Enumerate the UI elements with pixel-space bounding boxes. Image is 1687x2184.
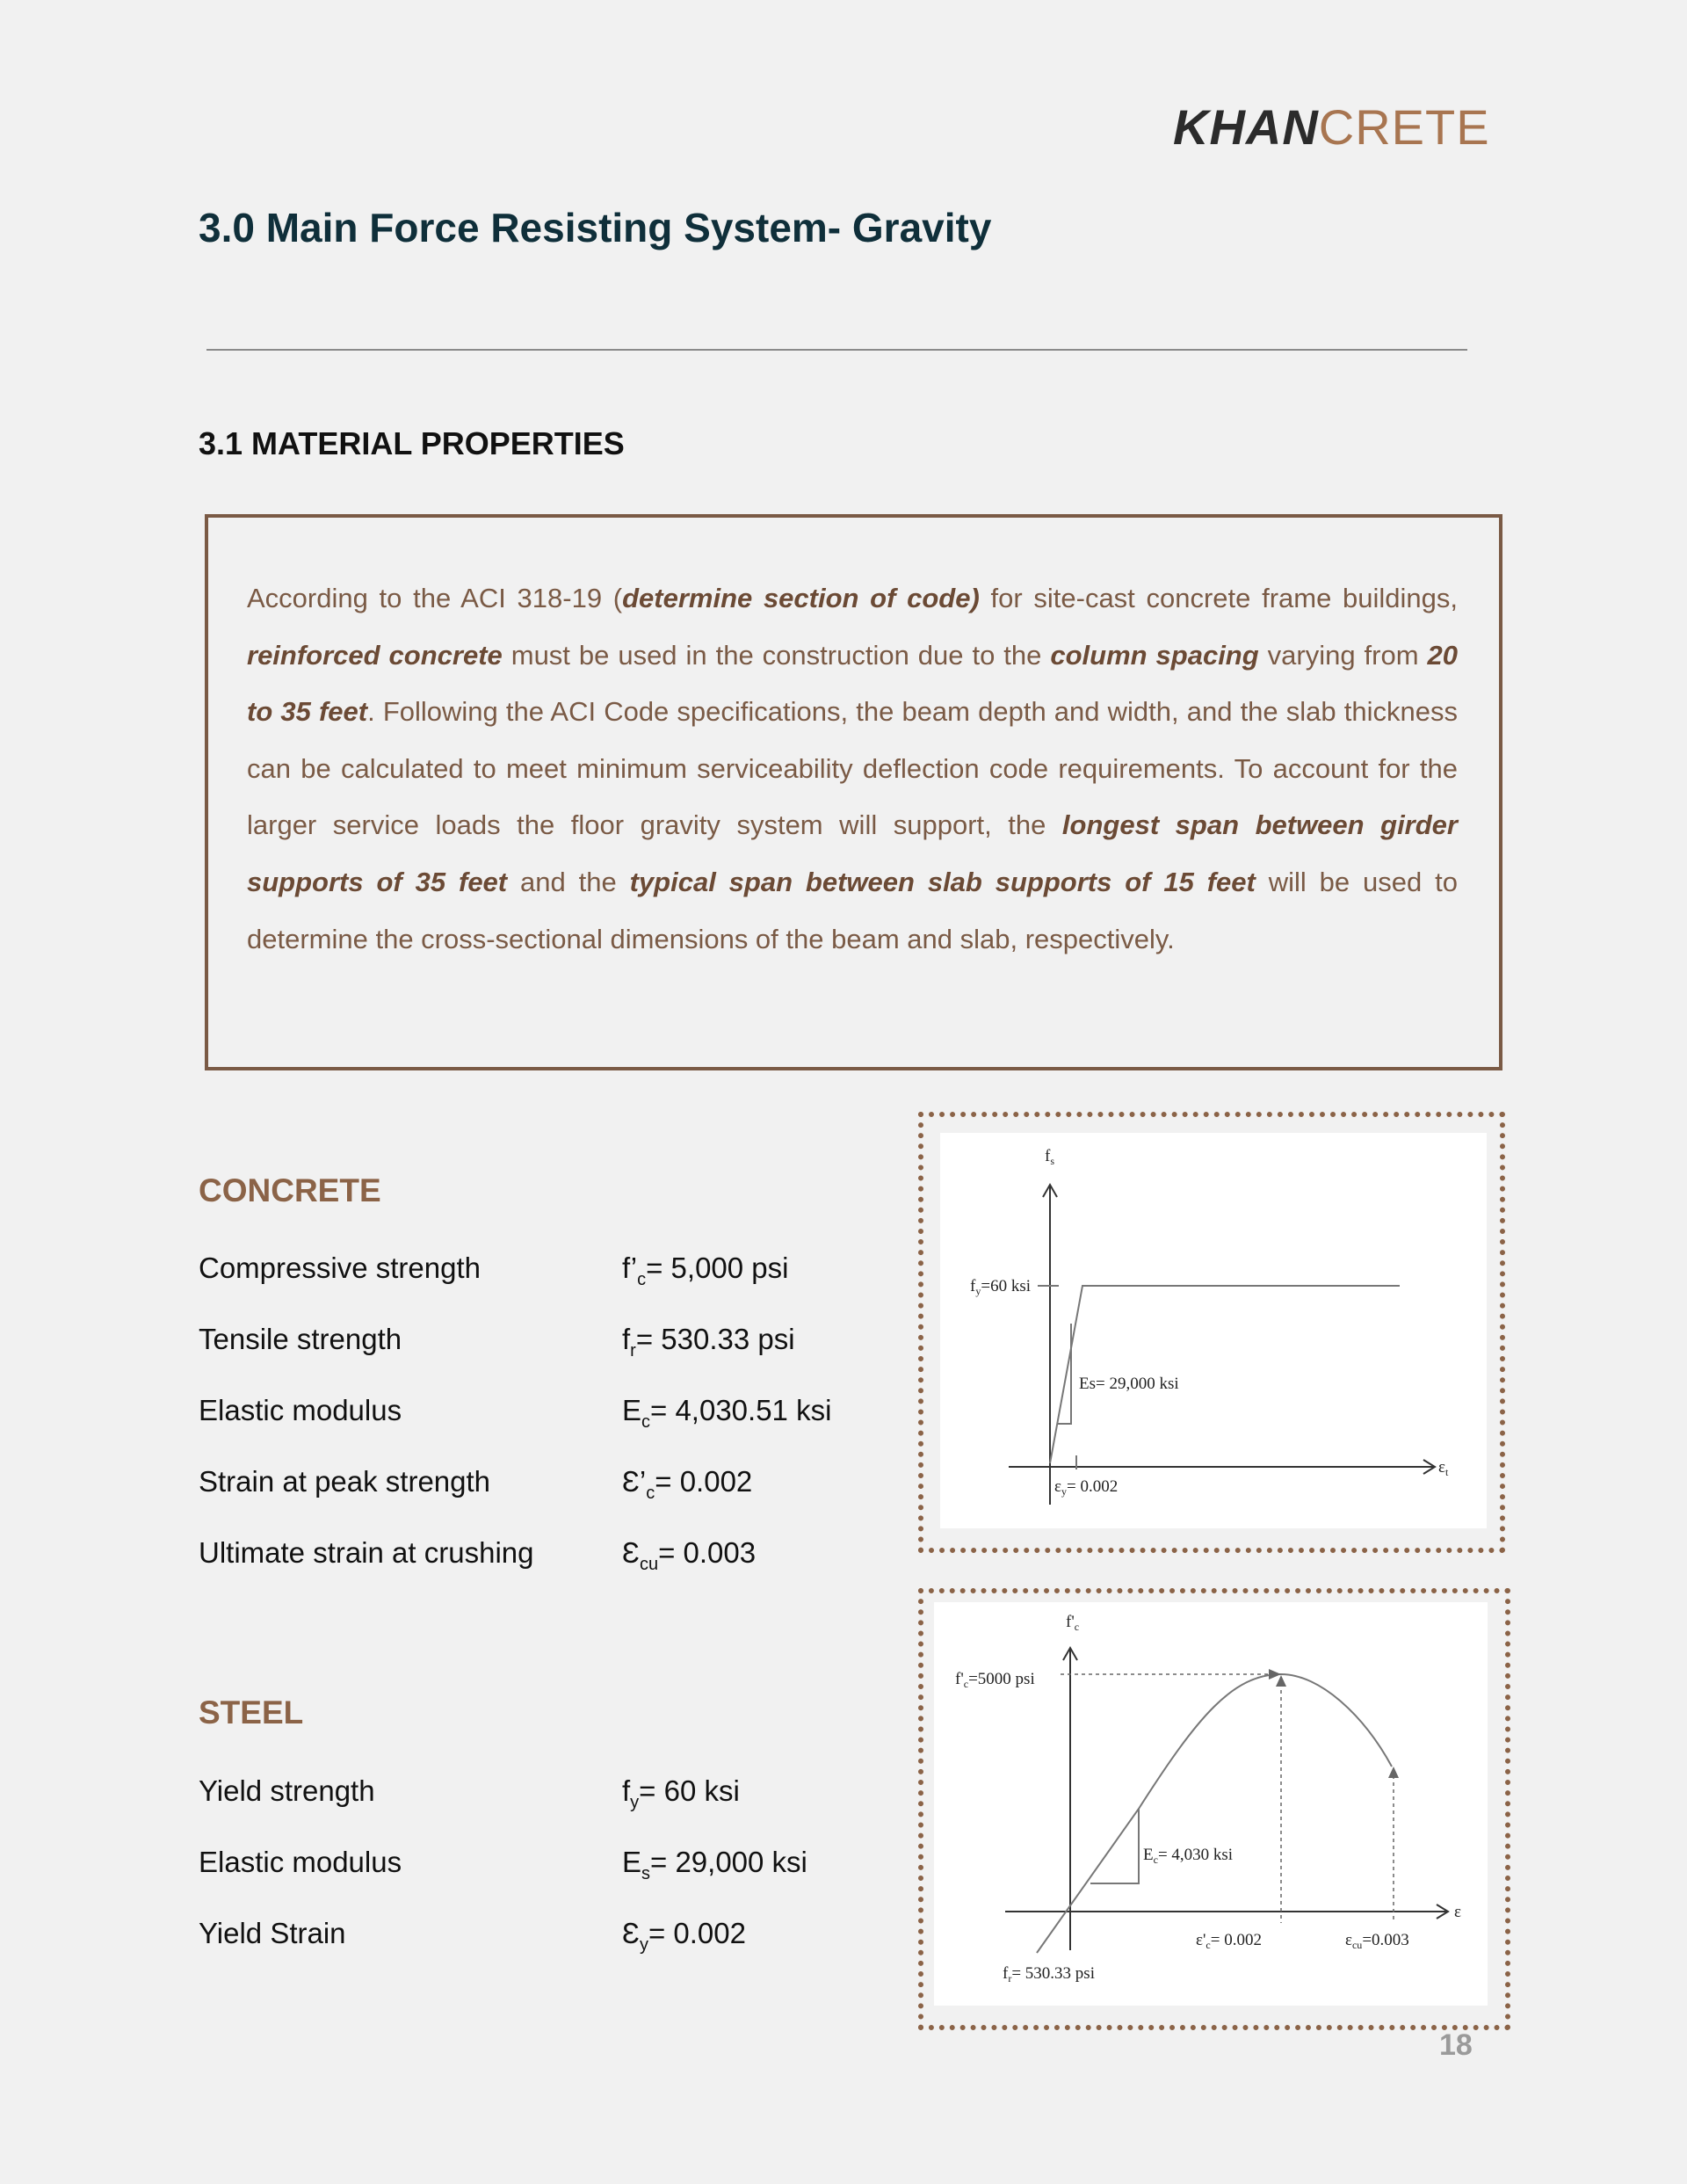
page-number: 18 [1439,2028,1473,2062]
property-row [199,1774,901,1818]
property-label: Yield Strain [199,1917,346,1949]
property-value: $E_c= 4,030.51$ ksi [622,1394,832,1432]
property-label: Ultimate strain at crushing [199,1536,534,1569]
property-value: $f’_c= 5,000$ psi [622,1252,789,1289]
text: must be used in the construction due to the [502,639,1051,671]
arrowhead-icon [1269,1669,1281,1680]
property-row [199,1536,901,1580]
emphasis: 20 to 35 feet [247,639,1458,728]
emphasis: column spacing [1050,639,1259,671]
y-axis-label: $f_s$ [1045,1147,1054,1167]
property-value: $Ɛ_y= 0.002$ [622,1917,746,1955]
property-row [199,1252,901,1295]
property-label: Compressive strength [199,1252,481,1284]
property-value: $f_r= 530.33$ psi [622,1323,795,1360]
text: for site-cast concrete frame buildings, [979,583,1458,613]
y-axis-label: $f'_c$ [1066,1613,1080,1633]
emphasis: determine section of code) [622,583,980,613]
divider [206,349,1467,351]
steel-heading: STEEL [199,1694,304,1731]
section-heading: 3.1 MATERIAL PROPERTIES [199,425,625,461]
logo-light: CRETE [1318,99,1490,155]
text: According to the ACI 318-19 ( [247,583,623,613]
emphasis: typical span between slab supports of 15 feet [629,866,1256,897]
property-row [199,1323,901,1367]
arrowhead-icon [1276,1675,1286,1687]
text: varying from [1258,639,1428,671]
steel-diagram [940,1133,1487,1528]
es-label: Es= 29,000 ksi [1079,1375,1179,1393]
ec-label: $E_c= 4,030$ ksi [1143,1846,1234,1866]
property-row [199,1465,901,1509]
property-label: Elastic modulus [199,1846,402,1878]
property-value: $Ɛ’_c= 0.002$ [622,1465,753,1503]
fy-label: $f_y=60$ ksi [970,1277,1031,1297]
property-label: Strain at peak strength [199,1465,491,1498]
page-title: 3.0 Main Force Resisting System- Gravity [199,205,992,250]
fr-label: $f_r= 530.33$ psi [1003,1964,1095,1984]
intro-box [205,514,1502,1070]
property-label: Tensile strength [199,1323,402,1355]
property-value: $Ɛ_{cu}= 0.003$ [622,1536,757,1574]
emphasis: longest span between girder supports of 35 feet [247,809,1458,897]
peak-strain-label: $\varepsilon'_c= 0.002$ [1196,1931,1262,1951]
text: . Following the ACI Code specifications, the beam depth and width, and the slab thickness can be calculated to meet minimum serviceability deflection code requirements. To account for the larger service loads the floor gravity system will support, the [247,696,1458,841]
brand-logo [1173,98,1490,156]
ey-label: $\varepsilon_y= 0.002$ [1054,1477,1119,1498]
ultimate-strain-label: $\varepsilon_{cu}=0.003$ [1345,1931,1409,1951]
property-row [199,1394,901,1438]
text: and the [507,866,630,897]
emphasis: reinforced concrete [247,639,503,671]
property-label: Elastic modulus [199,1394,402,1426]
x-axis-label: $\varepsilon_t$ [1438,1458,1449,1478]
property-value: $E_s= 29,000$ ksi [622,1846,807,1883]
intro-paragraph [247,570,1458,968]
property-row [199,1917,901,1961]
property-row [199,1846,901,1890]
arrowhead-icon [1388,1767,1399,1778]
property-value: $f_y= 60$ ksi [622,1774,740,1812]
fc-label: $f'_c=5000$ psi [955,1670,1035,1690]
logo-bold: KHAN [1173,99,1319,155]
text: will be used to determine the cross-sectional dimensions of the beam and slab, respectively. [247,866,1458,954]
property-label: Yield strength [199,1774,375,1807]
x-axis-label: ε [1454,1903,1461,1921]
concrete-diagram [934,1602,1488,2006]
concrete-heading: CONCRETE [199,1172,381,1208]
